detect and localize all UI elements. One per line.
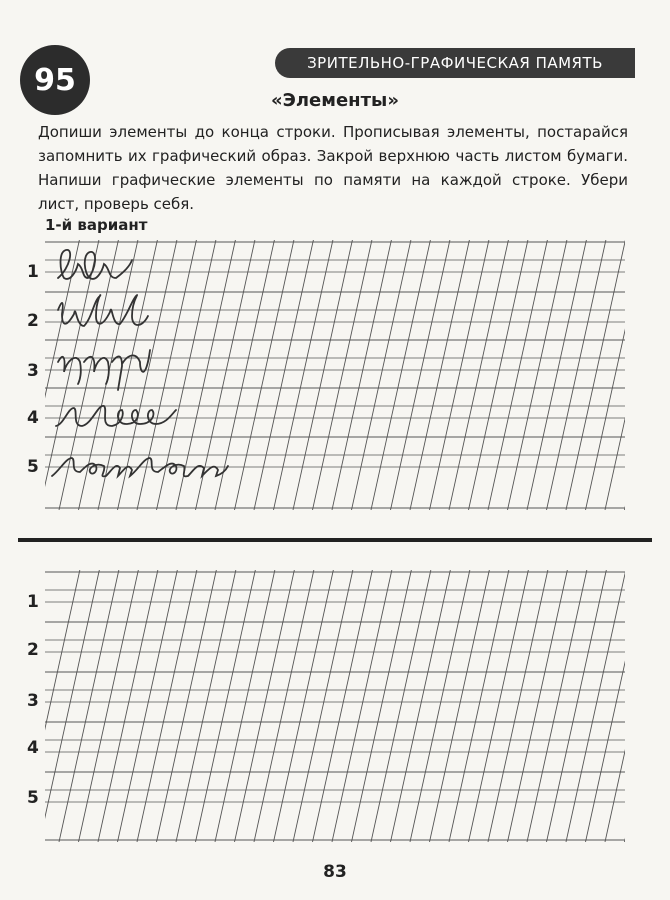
top-row-number-2: 2	[27, 311, 39, 331]
slant-line	[391, 240, 450, 510]
slant-line	[410, 570, 470, 842]
slant-line	[547, 570, 607, 842]
bottom-row-number-4: 4	[27, 738, 39, 758]
top-row-number-5: 5	[27, 457, 39, 477]
slant-line	[449, 240, 508, 510]
slant-line	[235, 570, 295, 842]
slant-line	[157, 570, 217, 842]
slant-line	[79, 570, 139, 842]
slant-line	[488, 240, 547, 510]
slant-line	[488, 570, 548, 842]
slant-line	[235, 240, 294, 510]
slant-line	[313, 570, 373, 842]
bottom-row-number-5: 5	[27, 788, 39, 808]
slant-line	[469, 240, 528, 510]
slant-line	[274, 240, 333, 510]
slant-line	[644, 240, 670, 510]
slant-line	[605, 240, 664, 510]
variant-label: 1-й вариант	[45, 216, 148, 234]
bottom-row-number-3: 3	[27, 691, 39, 711]
bottom-slant-lines	[20, 570, 670, 842]
slant-line	[196, 570, 256, 842]
slant-line	[352, 240, 411, 510]
slant-line	[664, 570, 670, 842]
bottom-guide-lines	[45, 572, 625, 840]
slant-line	[254, 240, 313, 510]
slant-line	[215, 570, 275, 842]
slant-line	[98, 570, 158, 842]
slant-line	[293, 570, 353, 842]
slant-line	[254, 570, 314, 842]
slant-line	[508, 240, 567, 510]
slant-line	[313, 240, 372, 510]
slant-line	[430, 240, 489, 510]
slant-line	[586, 240, 645, 510]
slant-line	[176, 570, 236, 842]
top-row-number-3: 3	[27, 361, 39, 381]
slant-line	[157, 240, 216, 510]
slant-line	[293, 240, 352, 510]
top-slant-lines	[20, 240, 670, 510]
slant-line	[40, 570, 100, 842]
slant-line	[98, 240, 157, 510]
task-instructions: Допиши элементы до конца строки. Прописывая элементы, постарайся запомнить их графический образ. Закрой верхнюю часть листом бумаги. Напиши графические элементы по памяти на каждой строке. Убери лист, проверь себя.	[38, 123, 628, 213]
slant-line	[371, 240, 430, 510]
section-banner-label: ЗРИТЕЛЬНО-ГРАФИЧЕСКАЯ ПАМЯТЬ	[307, 54, 603, 72]
slant-line	[410, 240, 469, 510]
slant-line	[664, 240, 670, 510]
slant-line	[137, 570, 197, 842]
slant-line	[625, 240, 670, 510]
top-row-number-1: 1	[27, 262, 39, 282]
slant-line	[332, 240, 391, 510]
sample-row-1	[58, 250, 132, 279]
slant-line	[332, 570, 392, 842]
slant-line	[566, 570, 626, 842]
page-number: 83	[323, 862, 347, 882]
top-row-number-4: 4	[27, 408, 39, 428]
slant-line	[644, 570, 670, 842]
slant-line	[586, 570, 646, 842]
slant-line	[430, 570, 490, 842]
slant-line	[118, 570, 178, 842]
slant-line	[527, 240, 586, 510]
slant-line	[469, 570, 529, 842]
slant-line	[215, 240, 274, 510]
slant-line	[625, 570, 670, 842]
slant-line	[352, 570, 412, 842]
slant-line	[59, 570, 119, 842]
slant-line	[508, 570, 568, 842]
bottom-row-number-2: 2	[27, 640, 39, 660]
slant-line	[371, 570, 431, 842]
exercise-number: 95	[34, 62, 76, 98]
slant-line	[605, 570, 665, 842]
slant-line	[566, 240, 625, 510]
slant-line	[391, 570, 451, 842]
slant-line	[118, 240, 177, 510]
slant-line	[547, 240, 606, 510]
handwriting-samples	[52, 250, 228, 477]
slant-line	[137, 240, 196, 510]
slant-line	[527, 570, 587, 842]
page-title: «Элементы»	[271, 90, 399, 111]
slant-line	[274, 570, 334, 842]
bottom-row-number-1: 1	[27, 592, 39, 612]
slant-line	[449, 570, 509, 842]
